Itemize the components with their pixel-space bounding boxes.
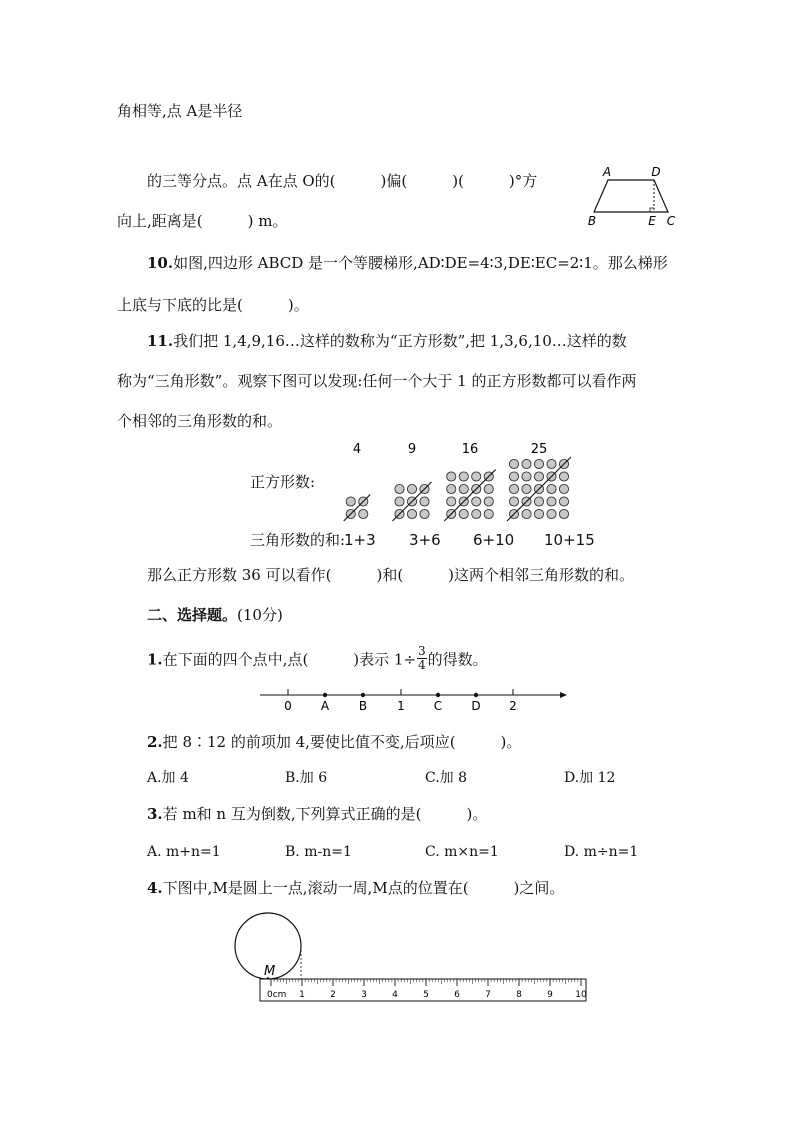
trapezoid-figure [580,160,690,230]
sum-3: 6+10 [473,531,515,549]
c2-option-b[interactable]: B.加 6 [285,770,328,786]
number-line-point [474,693,478,697]
c3-text: 若 m和 n 互为倒数,下列算式正确的是( )。 [162,805,488,823]
dot [420,509,429,518]
dot [359,509,368,518]
square-number-value-4: 25 [530,442,548,457]
number-line-label: D [471,699,481,712]
dot [559,484,568,493]
dot [420,497,429,506]
fraction-numerator: 3 [418,644,426,658]
q11-line-4: 那么正方形数 36 可以看作( )和( )这两个相邻三角形数的和。 [147,566,635,584]
number-line-point [323,693,327,697]
ruler-label: 1 [299,990,305,1000]
circle-ruler-figure [230,905,600,1010]
dot [472,497,481,506]
ruler-label: 10 [575,990,587,1000]
c3-option-d[interactable]: D. m÷n=1 [564,844,639,860]
dot [459,484,468,493]
dot [484,484,493,493]
dot [472,472,481,481]
dot [407,509,416,518]
c2-line [147,732,521,752]
ruler-label: 4 [392,990,398,1000]
number-line-point [361,693,365,697]
c1-text-post: 的得数。 [427,650,488,669]
c2-option-d[interactable]: D.加 12 [564,770,616,786]
dot [395,484,404,493]
vertex-c-label: C [666,214,676,228]
dot [509,472,518,481]
vertex-b-label: B [587,214,597,228]
ruler-label: 6 [454,990,460,1000]
c2-number: 2. [147,733,163,751]
c3-option-c[interactable]: C. m×n=1 [425,844,499,860]
section-2-heading [147,605,283,625]
q11-text: 我们把 1,4,9,16…这样的数称为“正方形数”,把 1,3,6,10…这样的数 [173,332,627,350]
q11-line-3: 个相邻的三角形数的和。 [117,412,283,430]
number-line-label: C [433,699,443,712]
dot [522,472,531,481]
dot [509,484,518,493]
vertex-a-label: A [602,165,612,179]
q9-line-1: 角相等,点 A是半径 [117,102,243,120]
c3-option-a[interactable]: A. m+n=1 [147,844,221,860]
q9-line-3: 向上,距离是( ) m。 [117,212,288,230]
dot [459,472,468,481]
sum-4: 10+15 [544,531,595,549]
square-number-value-3: 16 [461,442,479,457]
dot [547,484,556,493]
q10-line-1 [147,253,668,273]
number-line-label: 0 [284,699,292,712]
c3-number: 3. [147,805,163,823]
c1-number: 1. [147,650,163,669]
number-line-label: A [320,699,330,712]
dot [447,497,456,506]
dot [484,509,493,518]
dot [547,497,556,506]
c3-line [147,804,487,824]
number-line-label: 2 [509,699,517,712]
c4-number: 4. [147,879,163,897]
ruler-label: 5 [423,990,429,1000]
dot [559,472,568,481]
dot [522,459,531,468]
dot [522,509,531,518]
dot [509,497,518,506]
c1-line [147,644,488,674]
dot [346,497,355,506]
dot [447,484,456,493]
dot [559,497,568,506]
dot [534,509,543,518]
number-line [255,682,575,712]
point-m-label: M [264,964,276,979]
number-line-label: 1 [397,699,405,712]
c2-text: 把 8∶12 的前项加 4,要使比值不变,后项应( )。 [162,733,522,751]
ruler-label: 7 [485,990,491,1000]
dot [509,459,518,468]
dot [407,484,416,493]
q10-text: 如图,四边形 ABCD 是一个等腰梯形,AD∶DE=4∶3,DE∶EC=2∶1。那么梯形 [173,254,668,272]
dot [395,497,404,506]
q11-line-2: 称为“三角形数”。观察下图可以发现:任何一个大于 1 的正方形数都可以看作两 [117,372,637,390]
vertex-d-label: D [651,165,661,179]
dot [559,509,568,518]
ruler-label: 9 [547,990,553,1000]
q10-line-2: 上底与下底的比是( )。 [117,296,309,314]
section-2-title: 二、选择题。 [147,606,238,624]
c4-line [147,878,564,898]
c3-option-b[interactable]: B. m-n=1 [285,844,352,860]
square-number-value-2: 9 [407,442,417,457]
trapezoid-shape [594,180,668,212]
c2-option-c[interactable]: C.加 8 [425,770,468,786]
triangle-sum-label: 三角形数的和: [250,531,346,549]
number-line-label: B [358,699,368,712]
dot [459,509,468,518]
c4-text: 下图中,M是圆上一点,滚动一周,M点的位置在( )之间。 [162,879,565,897]
vertex-e-label: E [648,214,656,228]
dot [484,497,493,506]
dot [547,459,556,468]
dot [447,472,456,481]
fraction-three-quarters [417,645,427,672]
sum-2: 3+6 [409,531,441,549]
square-number-value-1: 4 [352,442,362,457]
right-angle-mark [650,208,654,212]
ruler-label: 8 [516,990,522,1000]
number-line-point [436,693,440,697]
c1-text-pre: 在下面的四个点中,点( )表示 1÷ [162,650,417,669]
square-number-label: 正方形数: [250,473,316,491]
c2-option-a[interactable]: A.加 4 [147,770,189,786]
q10-number: 10. [147,254,174,272]
ruler-label: 3 [361,990,367,1000]
fraction-denominator: 4 [418,658,426,672]
dot [534,497,543,506]
ruler-label: 0cm [267,990,287,1000]
q9-line-2: 的三等分点。点 A在点 O的( )偏( )( )°方 [147,172,538,190]
dot [522,484,531,493]
dot [547,509,556,518]
dot [472,509,481,518]
sum-1: 1+3 [344,531,376,549]
section-2-score: (10分) [237,606,283,624]
dot [534,459,543,468]
ruler-label: 2 [330,990,336,1000]
dot [534,472,543,481]
q11-line-1 [147,331,627,351]
number-line-arrow [560,692,567,698]
q11-number: 11. [147,332,174,350]
